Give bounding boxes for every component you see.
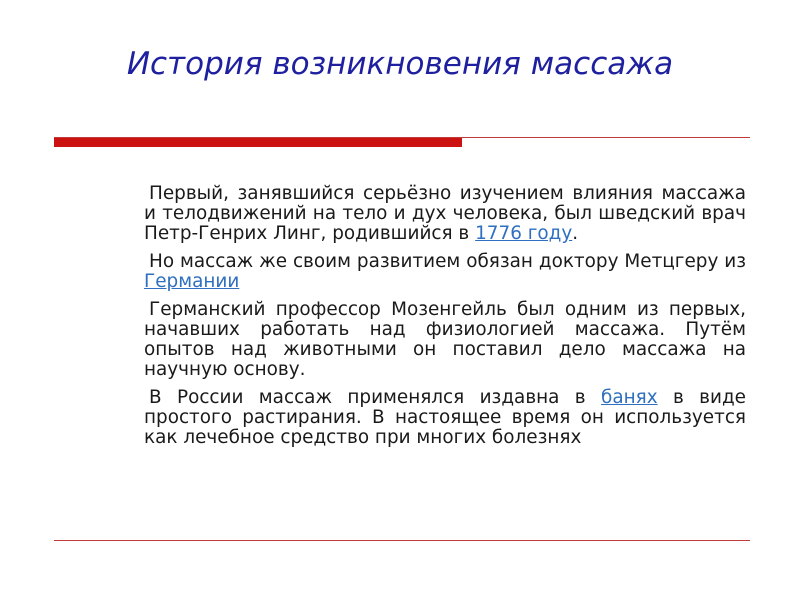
paragraph-russia xyxy=(144,388,746,448)
link-germany[interactable]: Германии xyxy=(144,271,240,292)
paragraph-mosengeil xyxy=(144,300,746,380)
paragraph-metzger xyxy=(144,252,746,292)
bottom-divider-line xyxy=(54,540,750,541)
top-accent-bar xyxy=(54,138,462,147)
link-baths[interactable]: банях xyxy=(601,387,658,408)
paragraph-ling-tail: . xyxy=(572,223,579,244)
paragraph-mosengeil-text: Германский профессор Мозенгейль был одним из первых, начавших работать над физиологией массажа. Путём опытов над животными он поставил дело массажа на научную основу. xyxy=(144,299,746,380)
paragraph-metzger-text: Но массаж же своим развитием обязан доктору Метцгеру из xyxy=(149,251,746,272)
paragraph-russia-text: В России массаж применялся издавна в xyxy=(149,387,602,408)
slide-title: История возникновения массажа xyxy=(126,46,674,82)
paragraph-ling xyxy=(144,184,746,244)
paragraph-ling-text: Первый, занявшийся серьёзно изучением влияния массажа и телодвижений на тело и дух человека, был шведский врач Петр-Генрих Линг, родившийся в xyxy=(144,183,746,244)
paragraph-russia-tail: в виде простого растирания. В настоящее время он используется как лечебное средство при многих болезнях xyxy=(144,387,746,448)
link-1776-year[interactable]: 1776 году xyxy=(475,223,573,244)
body-text xyxy=(144,184,746,456)
